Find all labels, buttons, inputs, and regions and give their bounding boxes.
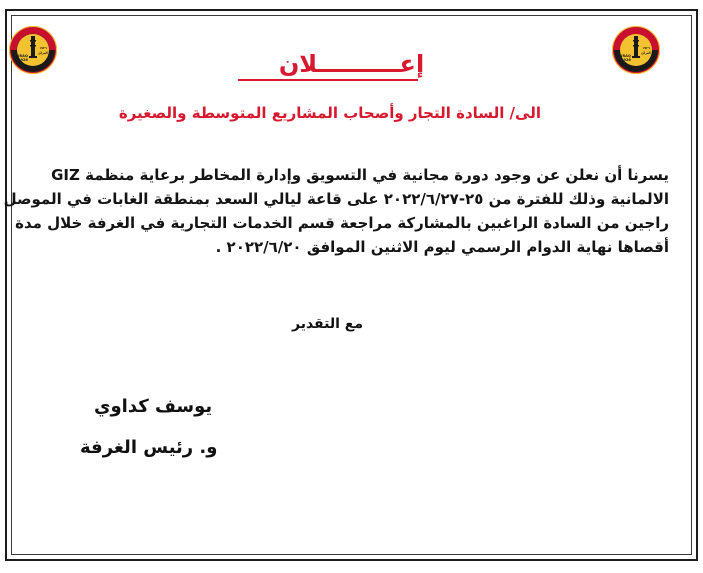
svg-text:١٩٢٦: ١٩٢٦ [39,46,47,50]
svg-text:العراق: العراق [38,51,48,55]
body-line-1: يسرنا أن نعلن عن وجود دورة مجانية في التسويق وإدارة المخاطر برعاية منظمة GIZ [51,166,669,184]
signatory-title: و. رئيس الغرفة [80,437,218,458]
svg-text:1926: 1926 [621,58,631,62]
svg-text:العراق: العراق [641,51,651,55]
title-underline [238,79,418,81]
signatory-name: يوسف كداوي [94,396,213,417]
body-line-3: راجين من السادة الراغبين بالمشاركة مراجعة قسم الخدمات التجارية في الغرفة خلال مدة [15,214,669,232]
closing-regards: مع التقدير [291,316,363,332]
svg-text:1926: 1926 [18,58,28,62]
svg-text:١٩٢٦: ١٩٢٦ [642,46,650,50]
addressee-line: الى/ السادة التجار وأصحاب المشاريع المتوسطة والصغيرة [118,104,541,122]
body-line-4: أقصاها نهاية الدوام الرسمي ليوم الاثنين الموافق ٢٠٢٢/٦/٢٠ . [215,238,669,256]
svg-text:IRAQ: IRAQ [18,54,28,58]
announcement-title: إعــــــــــلان [278,50,425,78]
svg-text:IRAQ: IRAQ [621,54,631,58]
page-border-inner [3,15,692,555]
body-line-2: الالمانية وذلك للفترة من ٢٥-٢٠٢٢/٦/٢٧ على قاعة ليالي السعد بمنطقة الغابات في الموصل [3,190,669,208]
announcement-body [3,163,669,259]
